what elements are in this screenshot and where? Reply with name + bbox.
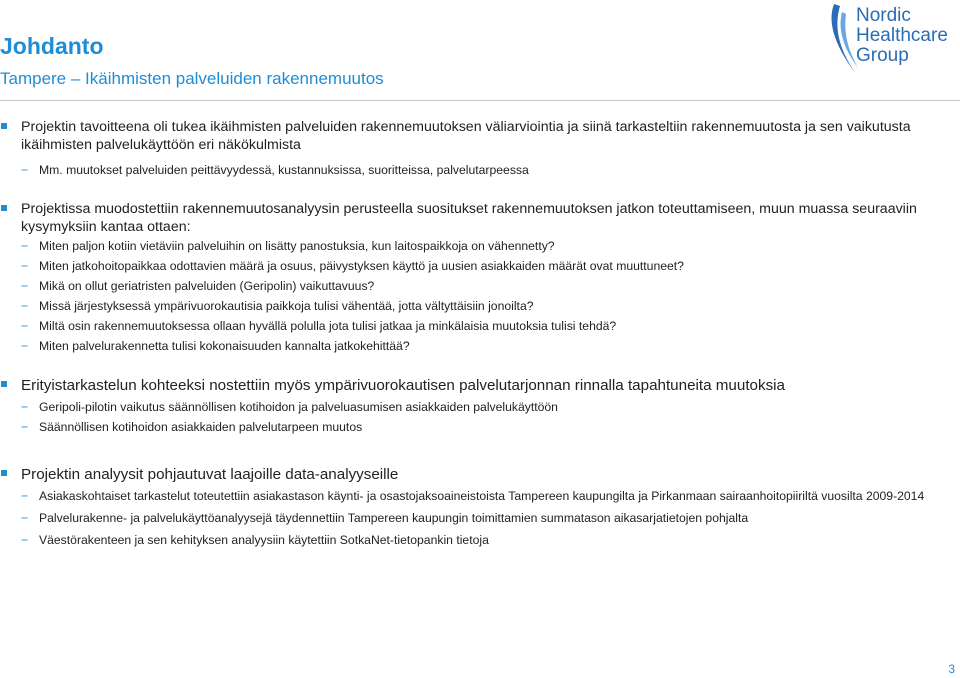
bullet-section — [0, 465, 960, 484]
sub-bullet — [0, 399, 960, 415]
square-bullet-icon — [1, 123, 7, 129]
slide-body — [0, 118, 960, 548]
page-subtitle: Tampere – Ikäihmisten palveluiden rakennemuutos — [0, 69, 384, 88]
company-logo — [826, 2, 960, 76]
square-bullet-icon — [1, 470, 7, 476]
sub-bullet-text: Väestörakenteen ja sen kehityksen analyysiin käytettiin SotkaNet-tietopankin tietoja — [39, 533, 489, 547]
header-divider — [0, 100, 960, 101]
sub-bullet-text: Missä järjestyksessä ympärivuorokautisia paikkoja tulisi vähentää, jotta vältyttäisiin jonoilta? — [39, 299, 534, 313]
bullet-text: Projektin analyysit pohjautuvat laajoille data-analyyseille — [21, 466, 399, 483]
logo-line: Healthcare — [856, 25, 948, 46]
dash-icon: − — [21, 511, 29, 525]
bullet-text: Projektin tavoitteena oli tukea ikäihmisten palveluiden rakennemuutoksen väliarviointia ja siinä tarkasteltiin rakennemuutosta ja sen vaikutusta ikäihmisten palvelukäyttöön eri näkökulmista — [21, 119, 911, 153]
sub-bullet — [0, 278, 960, 294]
dash-icon: − — [21, 533, 29, 547]
dash-icon: − — [21, 299, 29, 313]
sub-bullet-text: Miten paljon kotiin vietäviin palveluihin on lisätty panostuksia, kun laitospaikkoja on vähennetty? — [39, 239, 555, 253]
sub-bullet — [0, 510, 960, 526]
dash-icon: − — [21, 319, 29, 333]
sub-bullet-text: Säännöllisen kotihoidon asiakkaiden palvelutarpeen muutos — [39, 420, 363, 434]
dash-icon: − — [21, 339, 29, 353]
sub-bullet — [0, 488, 960, 504]
bullet-section — [0, 200, 960, 236]
dash-icon: − — [21, 163, 29, 177]
sub-bullet — [0, 258, 960, 274]
page-title: Johdanto — [0, 33, 104, 59]
sub-bullet — [0, 298, 960, 314]
sub-bullet-text: Palvelurakenne- ja palvelukäyttöanalyysejä täydennettiin Tampereen kaupungin toimittamien summatason aikasarjatietojen pohjalta — [39, 511, 749, 525]
sub-bullet — [0, 318, 960, 334]
logo-wordmark — [856, 6, 948, 66]
sub-bullet — [0, 338, 960, 354]
sub-bullet — [0, 532, 960, 548]
square-bullet-icon — [1, 205, 7, 211]
logo-line: Group — [856, 45, 909, 66]
dash-icon: − — [21, 400, 29, 414]
sub-bullet-text: Miten palvelurakennetta tulisi kokonaisuuden kannalta jatkokehittää? — [39, 339, 410, 353]
page-number: 3 — [948, 662, 955, 676]
dash-icon: − — [21, 239, 29, 253]
logo-line: Nordic — [856, 5, 911, 26]
bullet-section — [0, 118, 960, 154]
dash-icon: − — [21, 420, 29, 434]
dash-icon: − — [21, 279, 29, 293]
sub-bullet-text: Asiakaskohtaiset tarkastelut toteutettiin asiakastason käynti- ja osastojaksoaineistoista Tampereen kaupungilta ja Pirkanmaan sairaanhoitopiiriltä vuosilta 2009-2014 — [39, 489, 925, 503]
dash-icon: − — [21, 489, 29, 503]
sub-bullet — [0, 238, 960, 254]
dash-icon: − — [21, 259, 29, 273]
sub-bullet-text: Miten jatkohoitopaikkaa odottavien määrä ja osuus, päivystyksen käyttö ja uusien asiakkaiden määrät ovat muuttuneet? — [39, 259, 684, 273]
bullet-text: Erityistarkastelun kohteeksi nostettiin myös ympärivuorokautisen palvelutarjonnan rinnalla tapahtuneita muutoksia — [21, 377, 786, 394]
sub-bullet-text: Geripoli-pilotin vaikutus säännöllisen kotihoidon ja palveluasumisen asiakkaiden palvelukäyttöön — [39, 400, 558, 414]
sub-bullet-text: Mm. muutokset palveluiden peittävyydessä, kustannuksissa, suoritteissa, palvelutarpeessa — [39, 163, 529, 177]
bullet-section — [0, 376, 960, 395]
bullet-text: Projektissa muodostettiin rakennemuutosanalyysin perusteella suositukset rakennemuutoksen jatkon toteuttamiseen, muun muassa seuraaviin kysymyksiin kantaa ottaen: — [21, 201, 917, 235]
sub-bullet-text: Mikä on ollut geriatristen palveluiden (Geripolin) vaikuttavuus? — [39, 279, 375, 293]
sub-bullet — [0, 419, 960, 435]
sub-bullet-text: Miltä osin rakennemuutoksessa ollaan hyvällä polulla jota tulisi jatkaa ja minkälaisia muutoksia tulisi tehdä? — [39, 319, 617, 333]
square-bullet-icon — [1, 381, 7, 387]
sub-bullet — [0, 162, 960, 178]
